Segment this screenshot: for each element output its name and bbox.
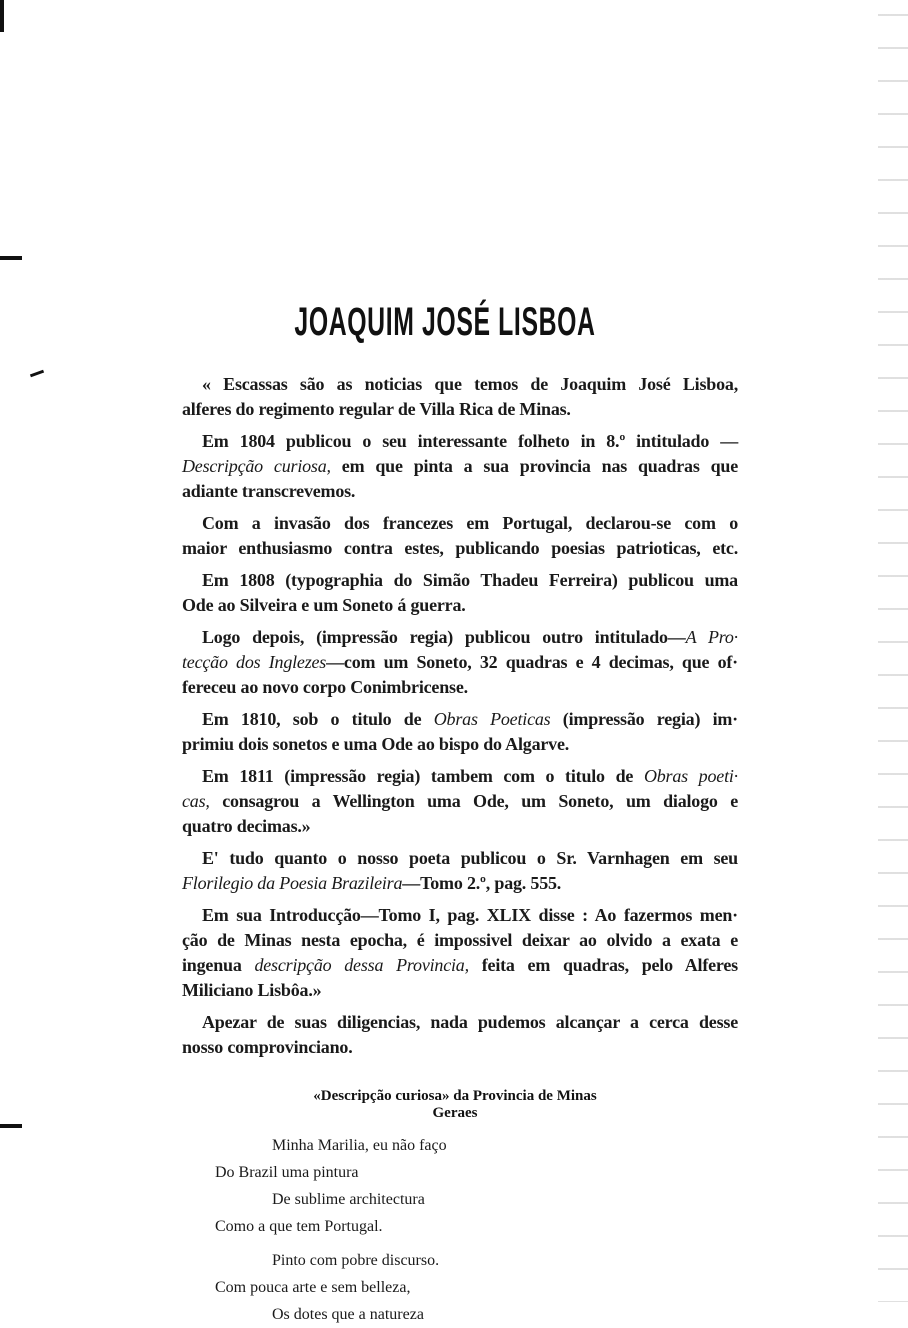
poem-line: Com pouca arte e sem belleza, [215, 1279, 411, 1296]
poem-line: Minha Marilia, eu não faço [272, 1137, 447, 1154]
poem-line: Como a que tem Portugal. [215, 1218, 383, 1235]
scan-edge-noise [878, 0, 908, 1302]
italic-text: Obras Poeticas [433, 709, 551, 729]
poem [215, 1132, 447, 1328]
text-line [182, 675, 738, 700]
text-segment: quatro decimas.» [182, 816, 311, 836]
scan-mark [0, 256, 22, 260]
text-segment: Em sua Introducção—Tomo I, pag. XLIX disse : Ao fazermos men· [202, 905, 738, 925]
text-segment: Em 1804 publicou o seu interessante folheto in 8.º intitulado — [202, 431, 738, 451]
section-heading [160, 1088, 750, 1122]
text-segment: ção de Minas nesta epocha, é impossivel deixar ao olvido a exata e [182, 930, 738, 950]
section-heading-line: «Descripção curiosa» da Provincia de Minas [313, 1088, 597, 1104]
text-line [182, 625, 738, 650]
text-segment: Com a invasão dos francezes em Portugal, declarou-se com o [202, 513, 738, 533]
text-segment: (impressão regia) im· [550, 709, 738, 729]
poem-line: De sublime architectura [272, 1191, 425, 1208]
page-title: JOAQUIM JOSÉ LISBOA [294, 300, 596, 344]
poem-line: Os dotes que a natureza [272, 1306, 424, 1323]
text-segment: Em 1811 (impressão regia) tambem com o titulo de [202, 766, 644, 786]
text-line [182, 568, 738, 593]
text-segment: nosso comprovinciano. [182, 1037, 353, 1057]
italic-text: Obras poeti· [643, 766, 738, 786]
text-segment: consagrou a Wellington uma Ode, um Soneto, um dialogo e [209, 791, 738, 811]
text-segment: maior enthusiasmo contra estes, publicando poesias patrioticas, etc. [182, 538, 738, 558]
scan-mark [30, 370, 44, 378]
text-line [182, 372, 738, 397]
text-segment: Em 1810, sob o titulo de [202, 709, 434, 729]
text-line [182, 871, 738, 896]
text-segment: Logo depois, (impressão regia) publicou outro intitulado— [202, 627, 686, 647]
text-line [182, 707, 738, 732]
text-line [182, 1035, 738, 1060]
italic-text: cas, [182, 791, 210, 811]
text-segment: em que pinta a sua provincia nas quadras que [330, 456, 738, 476]
text-line [182, 429, 738, 454]
text-line [182, 764, 738, 789]
text-segment: « Escassas são as noticias que temos de Joaquim José Lisboa, [202, 374, 738, 394]
poem-line: Pinto com pobre discurso. [272, 1252, 440, 1269]
text-segment: fereceu ao novo corpo Conimbricense. [182, 677, 468, 697]
text-segment: Em 1808 (typographia do Simão Thadeu Ferreira) publicou uma [202, 570, 738, 590]
scan-mark [0, 0, 4, 32]
text-segment: Ode ao Silveira e um Soneto á guerra. [182, 595, 466, 615]
italic-text: A Pro· [685, 627, 738, 647]
italic-text: Descripção curiosa, [182, 456, 331, 476]
text-line [182, 789, 738, 814]
text-line [182, 454, 738, 479]
text-line [182, 814, 738, 839]
text-segment: —Tomo 2.º, pag. 555. [402, 873, 562, 893]
text-line [182, 397, 738, 422]
text-line [182, 953, 738, 978]
text-segment: alferes do regimento regular de Villa Rica de Minas. [182, 399, 571, 419]
text-line [182, 593, 738, 618]
text-line [182, 732, 738, 757]
italic-text: tecção dos Inglezes [182, 652, 327, 672]
section-heading-line: Geraes [432, 1105, 478, 1121]
text-line [182, 978, 738, 1003]
text-segment: Apezar de suas diligencias, nada pudemos alcançar a cerca desse [202, 1012, 738, 1032]
text-segment: ingenua [182, 955, 255, 975]
text-segment: E' tudo quanto o nosso poeta publicou o Sr. Varnhagen em seu [202, 848, 738, 868]
text-line [182, 479, 738, 504]
text-line [182, 536, 738, 561]
text-line [182, 511, 738, 536]
text-segment: Miliciano Lisbôa.» [182, 980, 322, 1000]
text-line [182, 928, 738, 953]
body-text [182, 372, 738, 1060]
italic-text: Florilegio da Poesia Brazileira [182, 873, 403, 893]
text-segment: —com um Soneto, 32 quadras e 4 decimas, que of· [326, 652, 738, 672]
italic-text: descripção dessa Provincia, [254, 955, 469, 975]
text-line [182, 903, 738, 928]
text-segment: primiu dois sonetos e uma Ode ao bispo do Algarve. [182, 734, 570, 754]
text-line [182, 1010, 738, 1035]
text-segment: adiante transcrevemos. [182, 481, 356, 501]
poem-line: Do Brazil uma pintura [215, 1164, 359, 1181]
text-segment: feita em quadras, pelo Alferes [468, 955, 738, 975]
text-line [182, 650, 738, 675]
text-line [182, 846, 738, 871]
scan-mark [0, 1124, 22, 1128]
